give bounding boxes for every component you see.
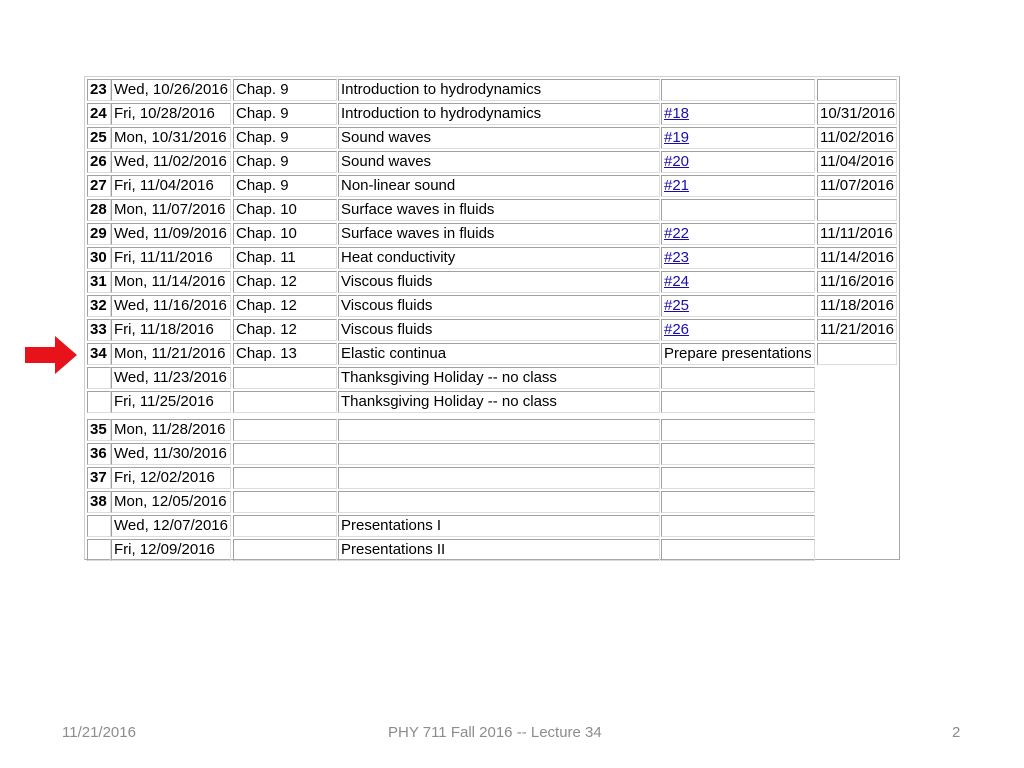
due-date-cell: 11/18/2016: [817, 295, 897, 317]
lecture-number-cell: 25: [87, 127, 111, 149]
chapter-cell: [233, 391, 337, 413]
date-cell: Fri, 12/02/2016: [111, 467, 231, 489]
lecture-number-cell: 32: [87, 295, 111, 317]
date-cell: Mon, 11/21/2016: [111, 343, 231, 365]
chapter-cell: Chap. 12: [233, 319, 337, 341]
chapter-cell: [233, 515, 337, 537]
topic-cell: Elastic continua: [338, 343, 660, 365]
due-date-cell: 11/11/2016: [817, 223, 897, 245]
lecture-number-cell: 29: [87, 223, 111, 245]
lecture-number-cell: [87, 539, 111, 561]
footer-date: 11/21/2016: [62, 724, 136, 741]
due-date-cell: [817, 199, 897, 221]
lecture-number-cell: 30: [87, 247, 111, 269]
date-cell: Fri, 11/25/2016: [111, 391, 231, 413]
lecture-number-cell: 38: [87, 491, 111, 513]
homework-cell: [661, 491, 815, 513]
topic-cell: Surface waves in fluids: [338, 199, 660, 221]
chapter-cell: Chap. 10: [233, 223, 337, 245]
homework-link[interactable]: #20: [664, 153, 690, 170]
date-cell: Mon, 11/07/2016: [111, 199, 231, 221]
due-date-cell: 11/14/2016: [817, 247, 897, 269]
topic-cell: Sound waves: [338, 151, 660, 173]
topic-cell: [338, 491, 660, 513]
topic-cell: Thanksgiving Holiday -- no class: [338, 391, 660, 413]
topic-cell: Introduction to hydrodynamics: [338, 79, 660, 101]
homework-link[interactable]: #19: [664, 129, 690, 146]
lecture-number-cell: 23: [87, 79, 111, 101]
homework-cell: [661, 199, 815, 221]
date-cell: Wed, 11/16/2016: [111, 295, 231, 317]
topic-cell: Thanksgiving Holiday -- no class: [338, 367, 660, 389]
chapter-cell: [233, 419, 337, 441]
chapter-cell: [233, 367, 337, 389]
lecture-number-cell: 33: [87, 319, 111, 341]
homework-cell: [661, 443, 815, 465]
chapter-cell: [233, 467, 337, 489]
topic-cell: Non-linear sound: [338, 175, 660, 197]
homework-cell: [661, 419, 815, 441]
lecture-number-cell: 37: [87, 467, 111, 489]
chapter-cell: [233, 539, 337, 561]
due-date-cell: 11/07/2016: [817, 175, 897, 197]
topic-cell: Viscous fluids: [338, 295, 660, 317]
due-date-cell: 11/21/2016: [817, 319, 897, 341]
date-cell: Mon, 10/31/2016: [111, 127, 231, 149]
topic-cell: Sound waves: [338, 127, 660, 149]
chapter-cell: Chap. 9: [233, 151, 337, 173]
chapter-cell: Chap. 9: [233, 79, 337, 101]
right-arrow-icon: [25, 336, 77, 374]
homework-cell: [661, 515, 815, 537]
due-date-cell: 10/31/2016: [817, 103, 897, 125]
lecture-number-cell: 36: [87, 443, 111, 465]
due-date-cell: [817, 343, 897, 365]
lecture-number-cell: [87, 515, 111, 537]
homework-cell: [661, 103, 815, 125]
homework-cell: [661, 79, 815, 101]
homework-link[interactable]: #23: [664, 249, 690, 266]
date-cell: Wed, 11/30/2016: [111, 443, 231, 465]
date-cell: Fri, 11/11/2016: [111, 247, 231, 269]
homework-link[interactable]: #18: [664, 105, 690, 122]
lecture-number-cell: 24: [87, 103, 111, 125]
date-cell: Mon, 11/28/2016: [111, 419, 231, 441]
homework-cell: [661, 319, 815, 341]
footer-title: PHY 711 Fall 2016 -- Lecture 34: [388, 724, 602, 741]
chapter-cell: Chap. 9: [233, 175, 337, 197]
chapter-cell: Chap. 12: [233, 271, 337, 293]
topic-cell: Viscous fluids: [338, 271, 660, 293]
topic-cell: [338, 419, 660, 441]
chapter-cell: Chap. 12: [233, 295, 337, 317]
topic-cell: Presentations I: [338, 515, 660, 537]
date-cell: Fri, 10/28/2016: [111, 103, 231, 125]
footer-page-number: 2: [952, 724, 961, 741]
date-cell: Mon, 11/14/2016: [111, 271, 231, 293]
topic-cell: Viscous fluids: [338, 319, 660, 341]
homework-cell: [661, 467, 815, 489]
topic-cell: [338, 443, 660, 465]
homework-link[interactable]: #25: [664, 297, 690, 314]
homework-cell: [661, 367, 815, 389]
chapter-cell: Chap. 9: [233, 103, 337, 125]
homework-cell: [661, 175, 815, 197]
chapter-cell: Chap. 10: [233, 199, 337, 221]
date-cell: Wed, 11/23/2016: [111, 367, 231, 389]
topic-cell: Introduction to hydrodynamics: [338, 103, 660, 125]
date-cell: Wed, 12/07/2016: [111, 515, 231, 537]
homework-link[interactable]: #24: [664, 273, 690, 290]
lecture-number-cell: 26: [87, 151, 111, 173]
lecture-number-cell: [87, 391, 111, 413]
homework-cell: [661, 539, 815, 561]
lecture-number-cell: 27: [87, 175, 111, 197]
date-cell: Wed, 11/09/2016: [111, 223, 231, 245]
homework-link[interactable]: #21: [664, 177, 690, 194]
due-date-cell: 11/04/2016: [817, 151, 897, 173]
topic-cell: Presentations II: [338, 539, 660, 561]
homework-cell: [661, 295, 815, 317]
homework-cell: [661, 223, 815, 245]
date-cell: Fri, 11/18/2016: [111, 319, 231, 341]
due-date-cell: [817, 79, 897, 101]
chapter-cell: Chap. 13: [233, 343, 337, 365]
date-cell: Mon, 12/05/2016: [111, 491, 231, 513]
homework-cell: [661, 391, 815, 413]
homework-cell: [661, 271, 815, 293]
homework-cell: [661, 151, 815, 173]
lecture-number-cell: 34: [87, 343, 111, 365]
chapter-cell: Chap. 11: [233, 247, 337, 269]
chapter-cell: Chap. 9: [233, 127, 337, 149]
topic-cell: [338, 467, 660, 489]
homework-cell: [661, 127, 815, 149]
chapter-cell: [233, 491, 337, 513]
topic-cell: Surface waves in fluids: [338, 223, 660, 245]
lecture-number-cell: 31: [87, 271, 111, 293]
due-date-cell: 11/16/2016: [817, 271, 897, 293]
chapter-cell: [233, 443, 337, 465]
topic-cell: Heat conductivity: [338, 247, 660, 269]
homework-link[interactable]: #26: [664, 321, 690, 338]
lecture-number-cell: [87, 367, 111, 389]
schedule-table: [84, 76, 900, 560]
lecture-number-cell: 28: [87, 199, 111, 221]
due-date-cell: 11/02/2016: [817, 127, 897, 149]
homework-cell: [661, 247, 815, 269]
lecture-number-cell: 35: [87, 419, 111, 441]
date-cell: Fri, 11/04/2016: [111, 175, 231, 197]
date-cell: Wed, 10/26/2016: [111, 79, 231, 101]
homework-link[interactable]: #22: [664, 225, 690, 242]
date-cell: Fri, 12/09/2016: [111, 539, 231, 561]
date-cell: Wed, 11/02/2016: [111, 151, 231, 173]
homework-cell: Prepare presentations: [661, 343, 815, 365]
